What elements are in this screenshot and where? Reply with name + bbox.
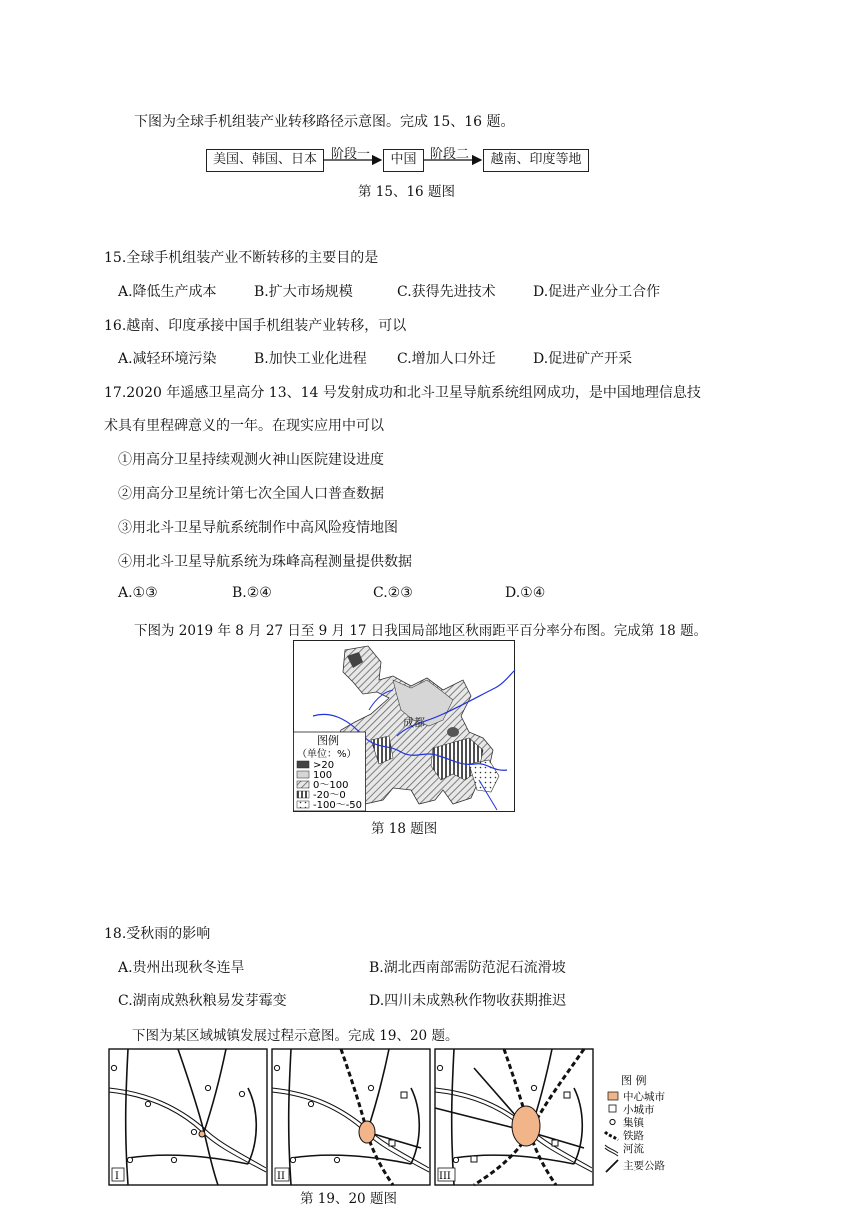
intro-19-20: 下图为某区域城镇发展过程示意图。完成 19、20 题。 bbox=[132, 1028, 459, 1044]
panel-3 bbox=[435, 1049, 593, 1185]
legend-swatch-neg20-0 bbox=[297, 791, 309, 798]
legend-swatch-gt20 bbox=[297, 761, 309, 768]
map-city-label: 成都 bbox=[403, 716, 425, 729]
q16-stem: 16.越南、印度承接中国手机组装产业转移，可以 bbox=[104, 318, 407, 334]
legend-central-city-icon bbox=[608, 1092, 618, 1100]
q16-option-a[interactable]: A.减轻环境污染 bbox=[118, 351, 217, 367]
flow-box-origin: 美国、韩国、日本 bbox=[206, 149, 324, 172]
map18-caption: 第 18 题图 bbox=[371, 821, 438, 837]
q17-item-3: ③用北斗卫星导航系统制作中高风险疫情地图 bbox=[118, 520, 398, 536]
legend-railway: 铁路 bbox=[623, 1130, 644, 1142]
q17-option-c[interactable]: C.②③ bbox=[373, 585, 413, 601]
fig19-legend-title: 图 例 bbox=[621, 1074, 647, 1087]
map-region-gt20-b bbox=[447, 727, 459, 737]
q17-item-4: ④用北斗卫星导航系统为珠峰高程测量提供数据 bbox=[118, 554, 412, 570]
q18-stem: 18.受秋雨的影响 bbox=[104, 926, 211, 942]
q18-option-b[interactable]: B.湖北西南部需防范泥石流滑坡 bbox=[369, 960, 566, 976]
panel-3-label: III bbox=[439, 1171, 451, 1182]
q17-stem-line2: 术具有里程碑意义的一年。在现实应用中可以 bbox=[104, 418, 384, 434]
q17-stem-line1: 17.2020 年遥感卫星高分 13、14 号发射成功和北斗卫星导航系统组网成功，是中国地理信息技 bbox=[104, 385, 701, 401]
flow-box-china: 中国 bbox=[383, 149, 424, 172]
legend-label-5: -100～-50 bbox=[313, 800, 363, 811]
legend-label-3: 0～100 bbox=[313, 780, 349, 791]
panel-2 bbox=[272, 1049, 430, 1185]
fig19-legend bbox=[605, 1073, 665, 1172]
legend-swatch-neg100-50 bbox=[297, 801, 309, 808]
q18-option-c[interactable]: C.湖南成熟秋粮易发芽霉变 bbox=[118, 993, 287, 1009]
flow-stage2-label: 阶段二 bbox=[430, 147, 470, 162]
intro-15-16: 下图为全球手机组装产业转移路径示意图。完成 15、16 题。 bbox=[134, 114, 515, 130]
q17-item-1: ①用高分卫星持续观测火神山医院建设进度 bbox=[118, 452, 384, 468]
map-legend-title: 图例 bbox=[317, 734, 339, 747]
rain-anomaly-map bbox=[293, 640, 515, 812]
q15-option-a[interactable]: A.降低生产成本 bbox=[118, 284, 217, 300]
flow-stage1-label: 阶段一 bbox=[331, 147, 371, 162]
q18-option-d[interactable]: D.四川未成熟秋作物收获期推迟 bbox=[369, 993, 567, 1009]
q17-option-d[interactable]: D.①④ bbox=[505, 585, 546, 601]
q17-item-2: ②用高分卫星统计第七次全国人口普查数据 bbox=[118, 486, 384, 502]
q15-option-c[interactable]: C.获得先进技术 bbox=[397, 284, 496, 300]
q17-option-b[interactable]: B.②④ bbox=[232, 585, 272, 601]
q18-option-a[interactable]: A.贵州出现秋冬连旱 bbox=[118, 960, 245, 976]
urban-development-figure bbox=[108, 1048, 708, 1188]
legend-central-city: 中心城市 bbox=[623, 1091, 665, 1103]
map-legend-unit: （单位：%） bbox=[297, 749, 357, 760]
q15-option-d[interactable]: D.促进产业分工合作 bbox=[533, 284, 661, 300]
legend-small-city-icon bbox=[609, 1105, 616, 1112]
panel-1-label: I bbox=[115, 1171, 119, 1182]
legend-swatch-100 bbox=[297, 771, 309, 778]
fig19-caption: 第 19、20 题图 bbox=[300, 1191, 397, 1207]
flow-arrows bbox=[0, 0, 860, 200]
q17-option-a[interactable]: A.①③ bbox=[118, 585, 158, 601]
q15-option-b[interactable]: B.扩大市场规模 bbox=[254, 284, 353, 300]
legend-road-icon bbox=[606, 1160, 618, 1172]
legend-town: 集镇 bbox=[623, 1117, 644, 1129]
panel-2-label: II bbox=[277, 1171, 285, 1182]
q15-stem: 15.全球手机组装产业不断转移的主要目的是 bbox=[104, 250, 379, 266]
legend-railway-icon bbox=[605, 1132, 618, 1140]
legend-swatch-0-100 bbox=[297, 781, 309, 788]
q16-option-c[interactable]: C.增加人口外迁 bbox=[397, 351, 496, 367]
q16-option-d[interactable]: D.促进矿产开采 bbox=[533, 351, 633, 367]
legend-road: 主要公路 bbox=[623, 1160, 665, 1172]
intro-18: 下图为 2019 年 8 月 27 日至 9 月 17 日我国局部地区秋雨距平百分率分布图。完成第 18 题。 bbox=[134, 623, 708, 639]
legend-label-4: -20～0 bbox=[313, 790, 346, 801]
legend-river: 河流 bbox=[623, 1143, 644, 1155]
flow-caption: 第 15、16 题图 bbox=[358, 184, 455, 200]
legend-town-icon bbox=[610, 1119, 615, 1124]
flow-box-destination: 越南、印度等地 bbox=[483, 149, 589, 172]
legend-label-2: 100 bbox=[313, 770, 333, 781]
q16-option-b[interactable]: B.加快工业化进程 bbox=[254, 351, 367, 367]
panel-1 bbox=[109, 1049, 267, 1185]
legend-label-1: >20 bbox=[313, 760, 335, 771]
legend-small-city: 小城市 bbox=[623, 1104, 655, 1116]
